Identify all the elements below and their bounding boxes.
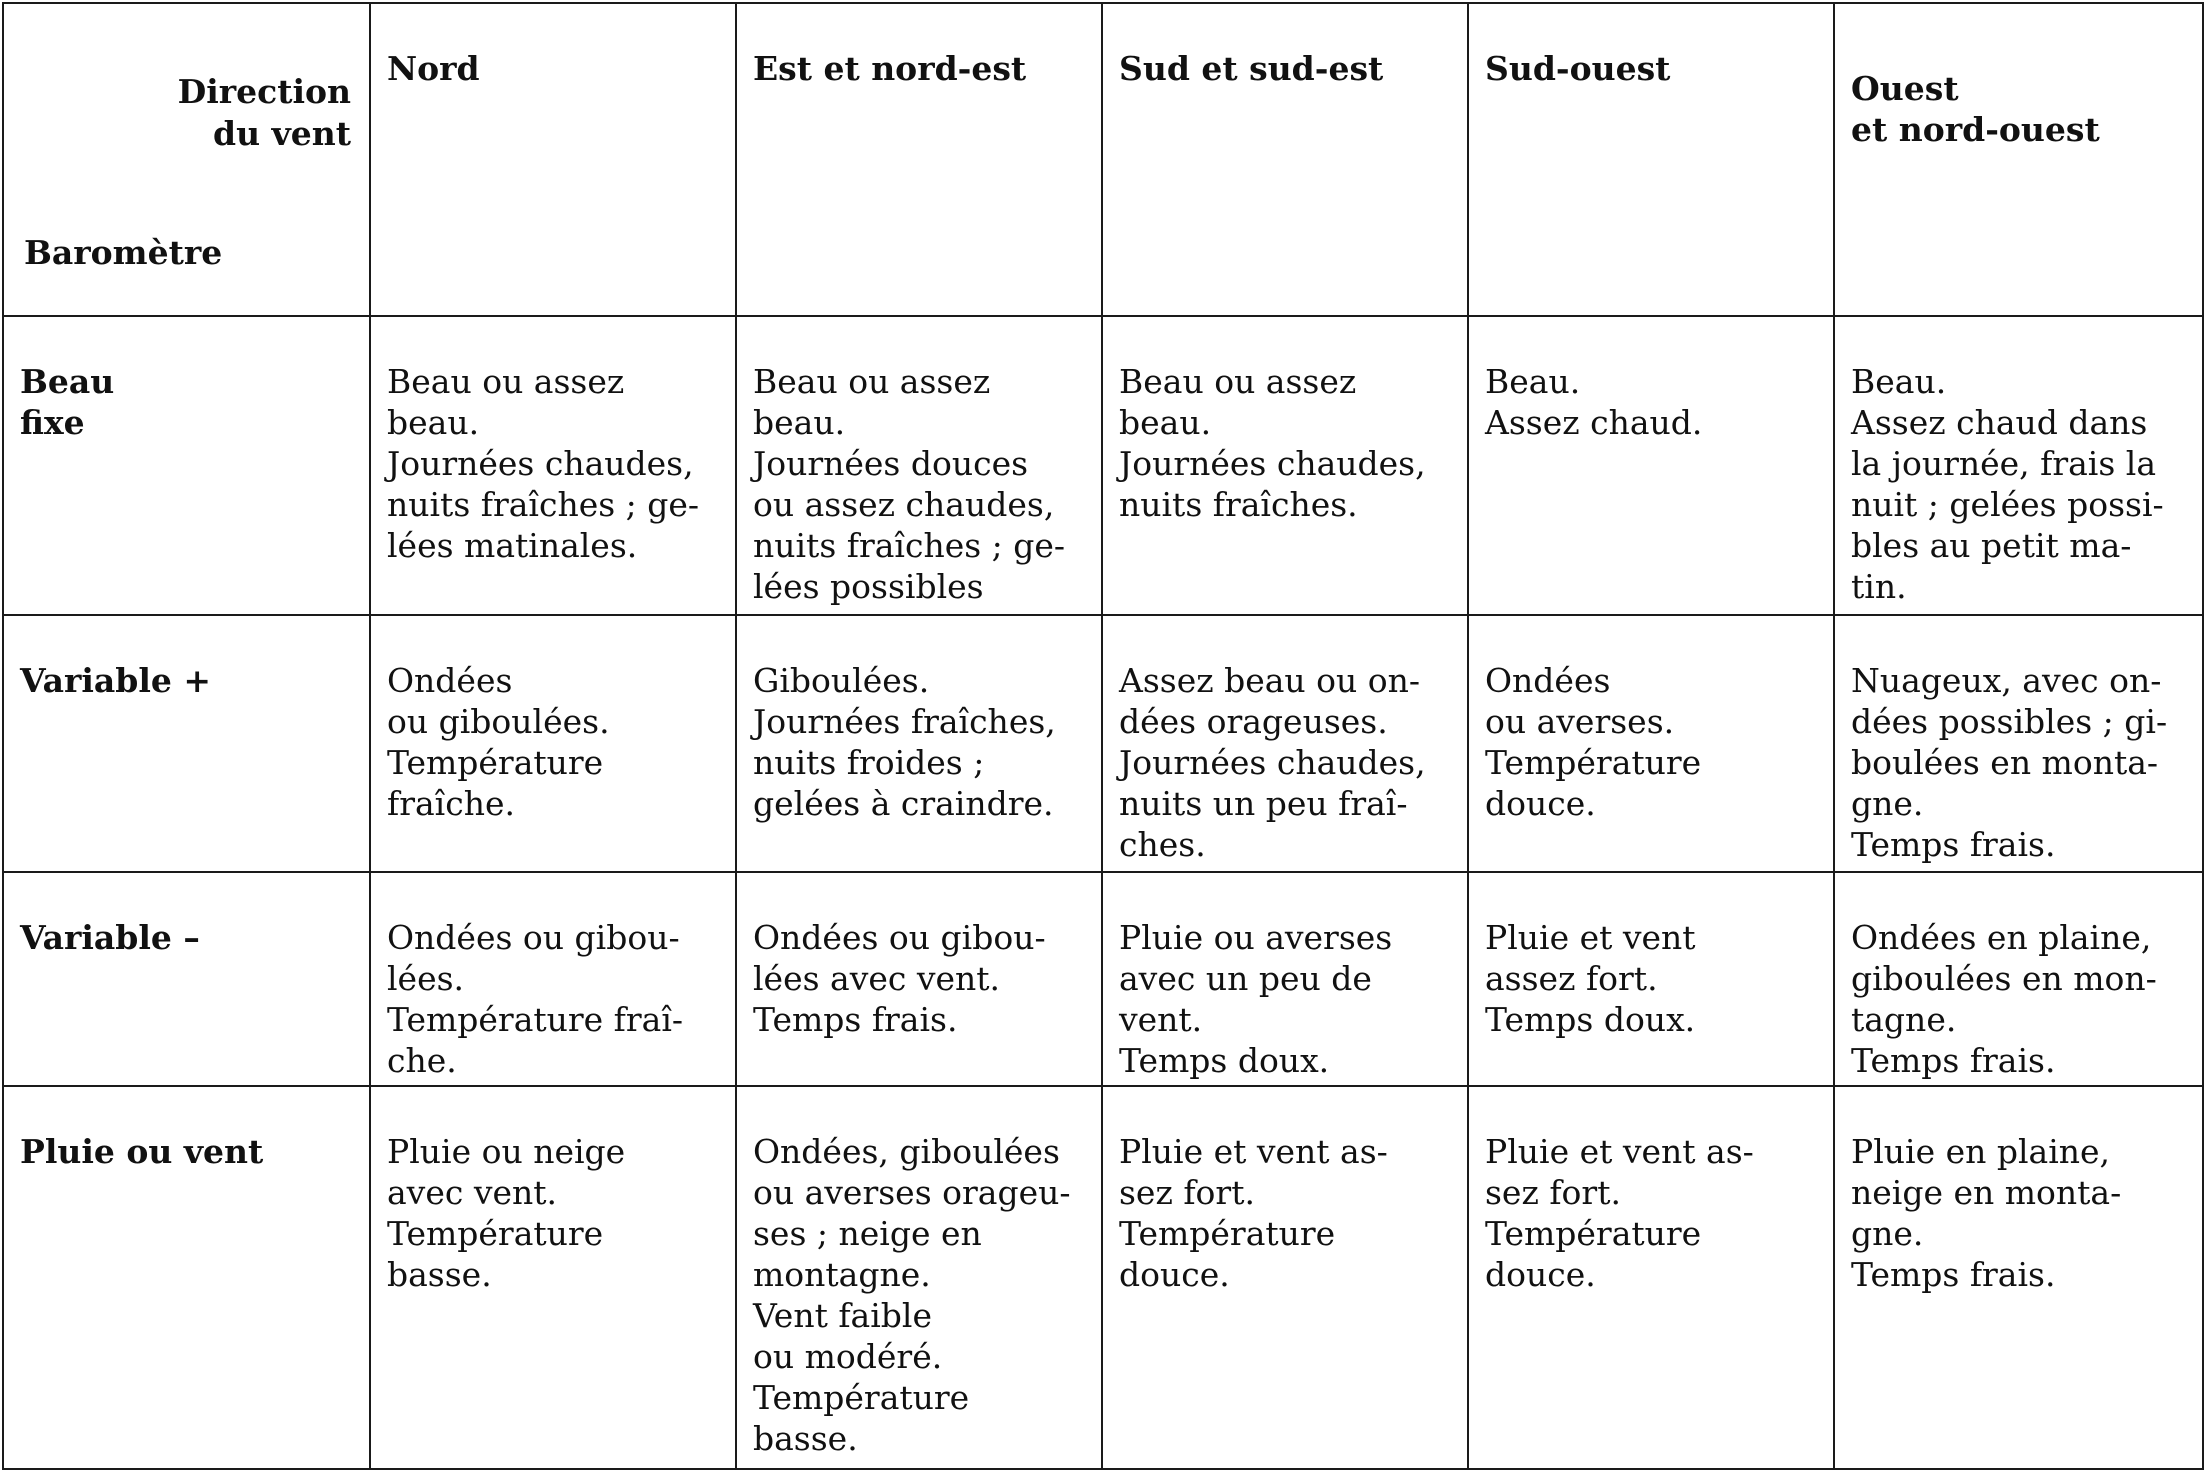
row-header-pluie-ou-vent: Pluie ou vent bbox=[3, 1086, 370, 1469]
table-cell: Pluie et vent as- sez fort. Température douce. bbox=[1468, 1086, 1834, 1469]
table-cell: Pluie en plaine, neige en monta- gne. Temps frais. bbox=[1834, 1086, 2203, 1469]
row-header-variable-plus: Variable + bbox=[3, 615, 370, 872]
table-cell: Ondées ou gibou- lées avec vent. Temps frais. bbox=[736, 872, 1102, 1086]
column-header-nord: Nord bbox=[370, 3, 736, 316]
column-header-sud-sud-est: Sud et sud-est bbox=[1102, 3, 1468, 316]
table-cell: Ondées ou gibou- lées. Température fraî- che. bbox=[370, 872, 736, 1086]
table-row bbox=[3, 615, 2203, 872]
table-cell: Beau ou assez beau. Journées chaudes, nuits fraîches ; ge- lées matinales. bbox=[370, 316, 736, 615]
header-row bbox=[3, 3, 2203, 316]
table-row bbox=[3, 872, 2203, 1086]
table-cell: Pluie et vent as- sez fort. Température douce. bbox=[1102, 1086, 1468, 1469]
table-cell: Nuageux, avec on- dées possibles ; gi- boulées en monta- gne. Temps frais. bbox=[1834, 615, 2203, 872]
table-cell: Assez beau ou on- dées orageuses. Journées chaudes, nuits un peu fraî- ches. bbox=[1102, 615, 1468, 872]
table-cell: Beau. Assez chaud. bbox=[1468, 316, 1834, 615]
table-cell: Beau ou assez beau. Journées chaudes, nuits fraîches. bbox=[1102, 316, 1468, 615]
weather-forecast-table bbox=[2, 2, 2204, 1470]
table-cell: Pluie ou averses avec un peu de vent. Temps doux. bbox=[1102, 872, 1468, 1086]
corner-header-cell bbox=[3, 3, 370, 316]
table-cell: Ondées en plaine, giboulées en mon- tagne. Temps frais. bbox=[1834, 872, 2203, 1086]
row-header-beau-fixe: Beau fixe bbox=[3, 316, 370, 615]
table-row bbox=[3, 316, 2203, 615]
barometer-label: Baromètre bbox=[24, 233, 223, 272]
row-header-variable-minus: Variable – bbox=[3, 872, 370, 1086]
table-cell: Beau ou assez beau. Journées douces ou assez chaudes, nuits fraîches ; ge- lées possibles bbox=[736, 316, 1102, 615]
table-row bbox=[3, 1086, 2203, 1469]
table-cell: Ondées ou averses. Température douce. bbox=[1468, 615, 1834, 872]
wind-direction-label: Direction du vent bbox=[177, 72, 351, 153]
column-header-est-nord-est: Est et nord-est bbox=[736, 3, 1102, 316]
table-cell: Pluie ou neige avec vent. Température basse. bbox=[370, 1086, 736, 1469]
table-cell: Pluie et vent assez fort. Temps doux. bbox=[1468, 872, 1834, 1086]
column-header-ouest-nord-ouest: Ouest et nord-ouest bbox=[1834, 3, 2203, 316]
table-cell: Ondées ou giboulées. Température fraîche. bbox=[370, 615, 736, 872]
column-header-sud-ouest: Sud-ouest bbox=[1468, 3, 1834, 316]
table-cell: Beau. Assez chaud dans la journée, frais la nuit ; gelées possi- bles au petit ma- tin. bbox=[1834, 316, 2203, 615]
table-cell: Giboulées. Journées fraîches, nuits froides ; gelées à craindre. bbox=[736, 615, 1102, 872]
table-cell: Ondées, giboulées ou averses orageu- ses ; neige en montagne. Vent faible ou modéré. Température basse. bbox=[736, 1086, 1102, 1469]
